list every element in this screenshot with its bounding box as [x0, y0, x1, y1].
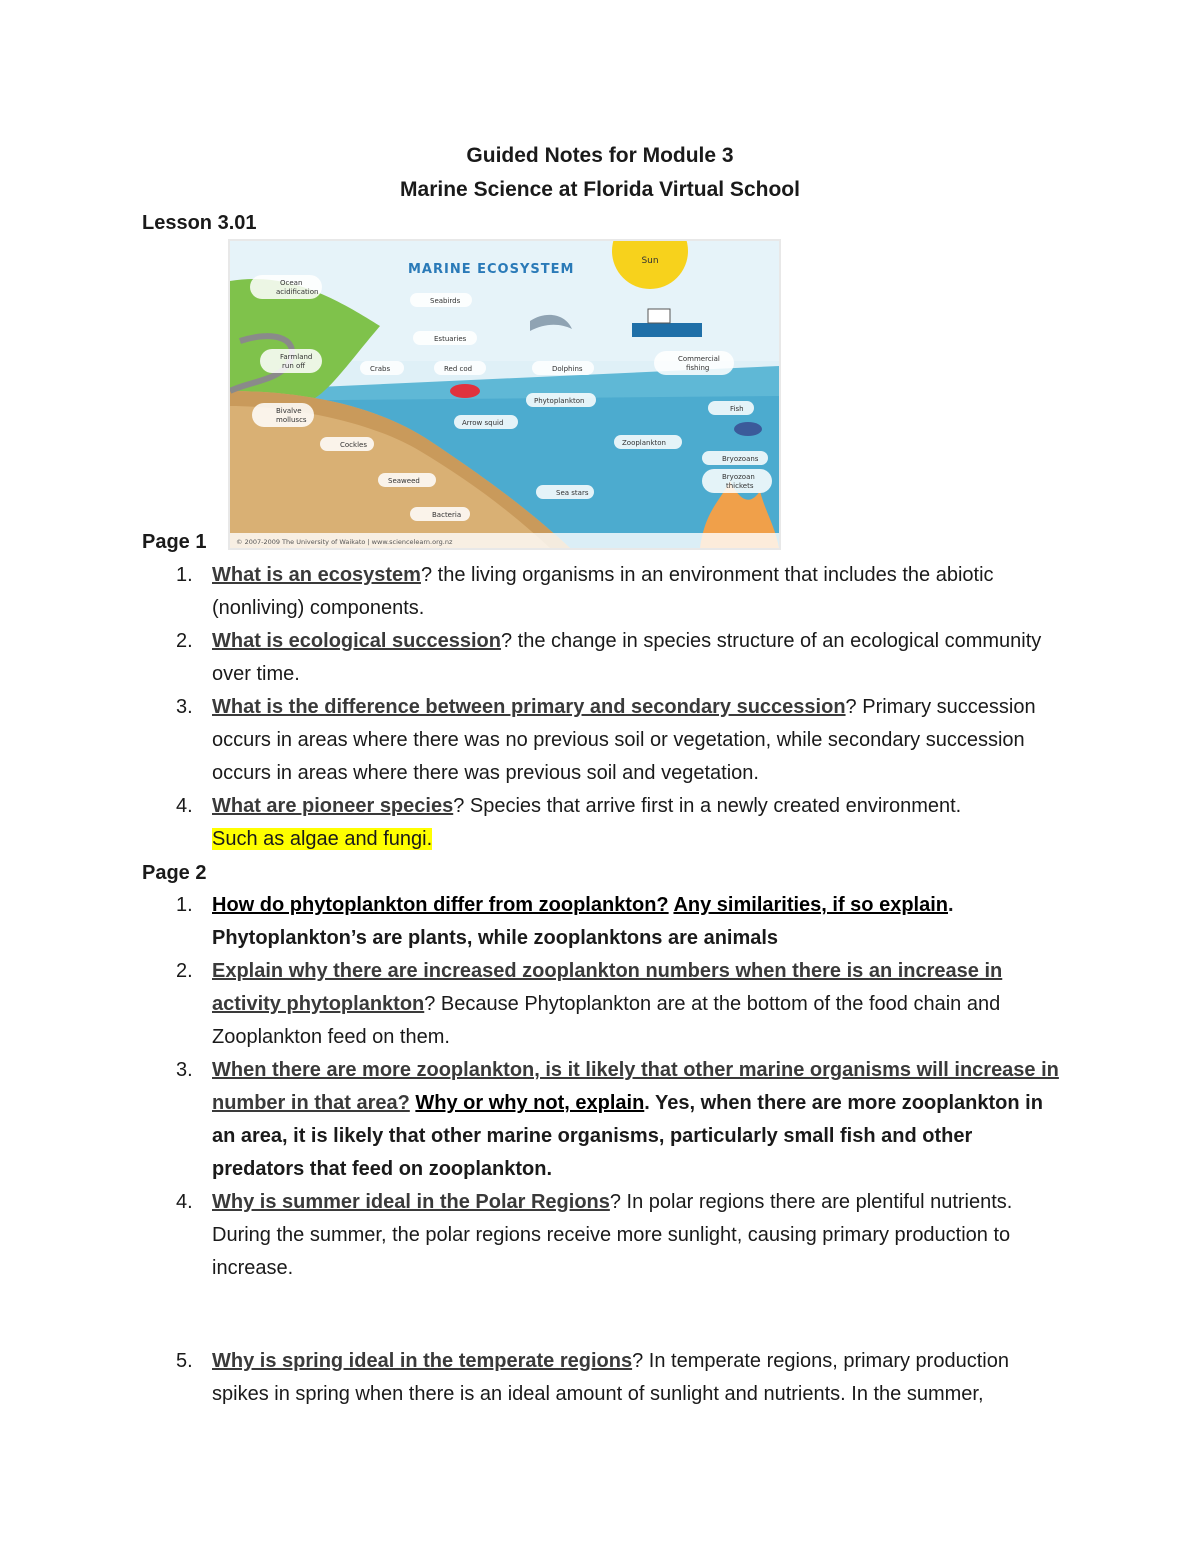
label-cockles: Cockles	[340, 441, 367, 449]
label-crabs: Crabs	[370, 365, 391, 373]
answer-text: ? Because Phytoplankton are at the bottom of the food chain and Zooplankton feed on them.	[212, 993, 1001, 1048]
label-estuaries: Estuaries	[434, 335, 467, 343]
answer-text: ? the living organisms in an environment that includes the abiotic (nonliving) components.	[212, 564, 994, 619]
answer-text: . Yes, when there are more zooplankton in an area, it is likely that other marine organisms, particularly small fish and other predators that feed on zooplankton.	[212, 1092, 1043, 1180]
label-ocean-acidification-1: Ocean	[280, 279, 303, 287]
fish-shape	[734, 422, 762, 436]
question-text: How do phytoplankton differ from zooplankton?	[212, 894, 669, 916]
label-zooplankton: Zooplankton	[622, 439, 666, 447]
list-item: 3. What is the difference between primary and secondary succession? Primary succession occurs in areas where there was no previous soil or vegetation, while secondary succession occurs in areas where there was previous soil and vegetation.	[176, 696, 1036, 784]
answer-text: . Phytoplankton’s are plants, while zooplanktons are animals	[212, 894, 954, 949]
question-text: What are pioneer species	[212, 795, 454, 817]
label-bryozoans: Bryozoans	[722, 455, 759, 463]
label-bryozoan-thickets-2: thickets	[726, 482, 754, 490]
label-dolphins: Dolphins	[552, 365, 583, 373]
lesson-heading: Lesson 3.01	[142, 212, 257, 234]
answer-text: ? the change in species structure of an ecological community over time.	[212, 630, 1042, 685]
boat-shape	[632, 323, 702, 337]
red-cod-shape	[450, 384, 480, 398]
question-text: Explain why there are increased zooplankton numbers when there is an increase in activity phytoplankton	[212, 960, 1003, 1015]
label-arrow-squid: Arrow squid	[462, 419, 504, 427]
sun-label: Sun	[641, 256, 659, 266]
list-item: 3. When there are more zooplankton, is it likely that other marine organisms will increase in number in that area? Why or why not, explain. Yes, when there are more zooplankton in an area, it is likely that other marine organisms, particularly small fish and other predators that feed on zooplankton.	[176, 1059, 1059, 1180]
list-item: 4. Why is summer ideal in the Polar Regions? In polar regions there are plentiful nutrients. During the summer, the polar regions receive more sunlight, causing primary production to increase.	[176, 1191, 1013, 1279]
page-2-heading: Page 2	[142, 862, 207, 884]
label-bacteria: Bacteria	[432, 511, 462, 519]
label-fish: Fish	[730, 405, 744, 413]
label-bivalve-1: Bivalve	[276, 407, 302, 415]
label-commercial-2: fishing	[686, 364, 710, 372]
page-2-question-list	[0, 889, 1200, 1411]
highlighted-answer: Such as algae and fungi.	[212, 828, 433, 850]
question-text: Why is summer ideal in the Polar Regions	[212, 1191, 610, 1213]
label-seaweed: Seaweed	[388, 477, 420, 485]
label-farmland-2: run off	[282, 362, 306, 370]
answer-text: ? Species that arrive first in a newly created environment.	[453, 795, 962, 817]
list-item: 2. Explain why there are increased zooplankton numbers when there is an increase in activity phytoplankton? Because Phytoplankton are at the bottom of the food chain and Zooplankton feed on them.	[176, 960, 1003, 1048]
list-item: 4. What are pioneer species? Species that arrive first in a newly created environment. Such as algae and fungi.	[176, 795, 962, 850]
label-bryozoan-thickets-1: Bryozoan	[722, 473, 755, 481]
label-bivalve-2: molluscs	[276, 416, 307, 424]
question-text: What is the difference between primary and secondary succession	[212, 696, 846, 718]
label-sea-stars: Sea stars	[556, 489, 589, 497]
answer-text: ? In temperate regions, primary production spikes in spring when there is an ideal amount of sunlight and nutrients. In the summer,	[212, 1350, 1009, 1405]
question-text: Why is spring ideal in the temperate regions	[212, 1350, 633, 1372]
page-1-question-list	[0, 559, 1200, 856]
label-ocean-acidification-2: acidification	[276, 288, 319, 296]
question-text-2: Why or why not, explain	[415, 1092, 645, 1114]
list-item: 1. How do phytoplankton differ from zooplankton? Any similarities, if so explain. Phytoplankton’s are plants, while zooplanktons are animals	[176, 894, 954, 949]
label-seabirds: Seabirds	[430, 297, 461, 305]
document-title: Guided Notes for Module 3	[466, 144, 734, 167]
label-farmland-1: Farmland	[280, 353, 313, 361]
list-item: 5. Why is spring ideal in the temperate regions? In temperate regions, primary production spikes in spring when there is an ideal amount of sunlight and nutrients. In the summer,	[176, 1350, 1009, 1405]
page-1-heading: Page 1	[142, 531, 207, 553]
label-red-cod: Red cod	[444, 365, 473, 373]
diagram-title: MARINE ECOSYSTEM	[408, 262, 575, 277]
label-phytoplankton: Phytoplankton	[534, 397, 585, 405]
diagram-credit: © 2007-2009 The University of Waikato | www.sciencelearn.org.nz	[236, 538, 453, 546]
question-text: When there are more zooplankton, is it likely that other marine organisms will increase in number in that area?	[212, 1059, 1059, 1114]
question-text-2: Any similarities, if so explain	[673, 894, 948, 916]
list-item: 1. What is an ecosystem? the living organisms in an environment that includes the abiotic (nonliving) components.	[176, 564, 994, 619]
question-text: What is ecological succession	[212, 630, 501, 652]
answer-text: ? Primary succession occurs in areas where there was no previous soil or vegetation, while secondary succession occurs in areas where there was previous soil and vegetation.	[212, 696, 1036, 784]
question-text: What is an ecosystem	[212, 564, 421, 586]
marine-ecosystem-diagram	[228, 239, 781, 550]
label-commercial-1: Commercial	[678, 355, 720, 363]
document-subtitle: Marine Science at Florida Virtual School	[400, 178, 800, 201]
answer-text: ? In polar regions there are plentiful nutrients. During the summer, the polar regions receive more sunlight, causing primary production to increase.	[212, 1191, 1013, 1279]
list-item: 2. What is ecological succession? the change in species structure of an ecological community over time.	[176, 630, 1042, 685]
